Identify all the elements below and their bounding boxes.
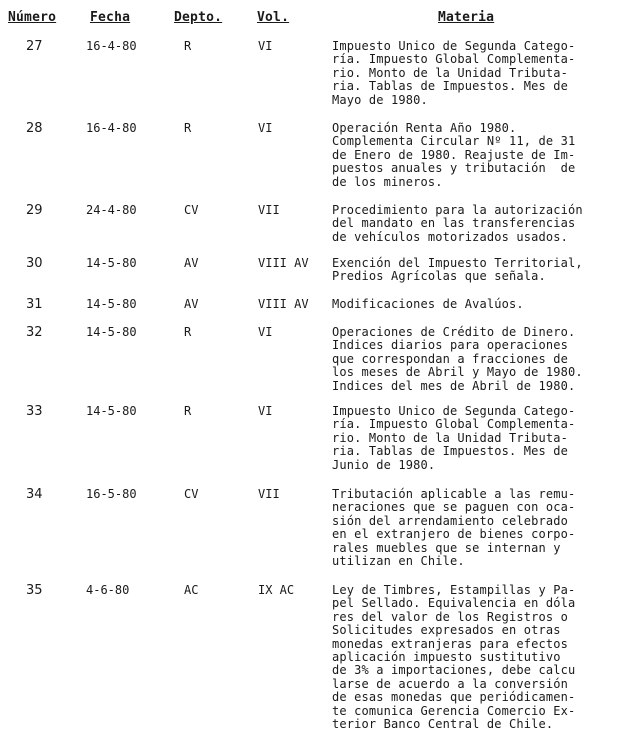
row-fecha: 4-6-80: [86, 583, 130, 597]
row-numero: 34: [26, 487, 43, 502]
row-materia: Tributación aplicable a las remu- neraciones que se paguen con oca- sión del arrendamiento celebrado en el extranjero de bienes corpo- rales muebles que se internan y utilizan en Chile.: [332, 487, 576, 569]
row-numero: 32: [26, 325, 43, 340]
header-fecha: Fecha: [90, 10, 131, 25]
row-vol: VII: [258, 487, 280, 501]
row-materia: Operación Renta Año 1980. Complementa Circular Nº 11, de 31 de Enero de 1980. Reajuste de Im- puestos anuales y tributación de de los mineros.: [332, 121, 576, 189]
row-materia: Ley de Timbres, Estampillas y Pa- pel Sellado. Equivalencia en dóla res del valor de los Registros o Solicitudes expresados en otras monedas extranjeras para efectos aplicación impuesto sustitutivo de 3% a importaciones, debe calcu larse de acuerdo a la conversión de esas monedas que periódicamen- te comunica Gerencia Comercio Ex- terior Banco Central de Chile.: [332, 583, 576, 732]
row-fecha: 14-5-80: [86, 404, 137, 418]
row-materia: Operaciones de Crédito de Dinero. Indices diarios para operaciones que correspondan a fracciones de los meses de Abril y Mayo de 1980. Indices del mes de Abril de 1980.: [332, 325, 583, 393]
header-numero: Número: [8, 10, 57, 25]
row-fecha: 14-5-80: [86, 297, 137, 311]
row-fecha: 16-4-80: [86, 39, 137, 53]
row-vol: VIII AV: [258, 297, 309, 311]
row-vol: VI: [258, 39, 273, 53]
row-vol: VI: [258, 121, 273, 135]
header-materia: Materia: [438, 10, 495, 25]
row-fecha: 14-5-80: [86, 325, 137, 339]
row-vol: VI: [258, 325, 273, 339]
row-depto: AV: [184, 297, 199, 311]
row-numero: 27: [26, 39, 43, 54]
row-numero: 31: [26, 297, 43, 312]
row-depto: CV: [184, 203, 199, 217]
row-materia: Exención del Impuesto Territorial, Predios Agrícolas que señala.: [332, 256, 583, 284]
row-fecha: 16-4-80: [86, 121, 137, 135]
row-numero: 35: [26, 583, 43, 598]
row-depto: AC: [184, 583, 199, 597]
row-vol: VII: [258, 203, 280, 217]
row-fecha: 24-4-80: [86, 203, 137, 217]
row-depto: AV: [184, 256, 199, 270]
row-materia: Impuesto Unico de Segunda Catego- ría. Impuesto Global Complementa- rio. Monto de la Unidad Tributa- ria. Tablas de Impuestos. Mes de Junio de 1980.: [332, 404, 576, 472]
row-fecha: 14-5-80: [86, 256, 137, 270]
row-numero: 33: [26, 404, 43, 419]
row-depto: R: [184, 404, 192, 418]
row-numero: 28: [26, 121, 43, 136]
header-vol: Vol.: [257, 10, 290, 25]
row-numero: 29: [26, 203, 43, 218]
row-fecha: 16-5-80: [86, 487, 137, 501]
row-depto: R: [184, 325, 192, 339]
row-materia: Modificaciones de Avalúos.: [332, 297, 524, 311]
row-depto: R: [184, 39, 192, 53]
row-materia: Procedimiento para la autorización del mandato en las transferencias de vehículos motorizados usados.: [332, 203, 583, 244]
row-depto: CV: [184, 487, 199, 501]
header-depto: Depto.: [174, 10, 223, 25]
row-vol: IX AC: [258, 583, 295, 597]
row-vol: VIII AV: [258, 256, 309, 270]
row-depto: R: [184, 121, 192, 135]
row-materia: Impuesto Unico de Segunda Catego- ría. Impuesto Global Complementa- rio. Monto de la Unidad Tributa- ria. Tablas de Impuestos. Mes de Mayo de 1980.: [332, 39, 576, 107]
row-numero: 30: [26, 256, 43, 271]
row-vol: VI: [258, 404, 273, 418]
